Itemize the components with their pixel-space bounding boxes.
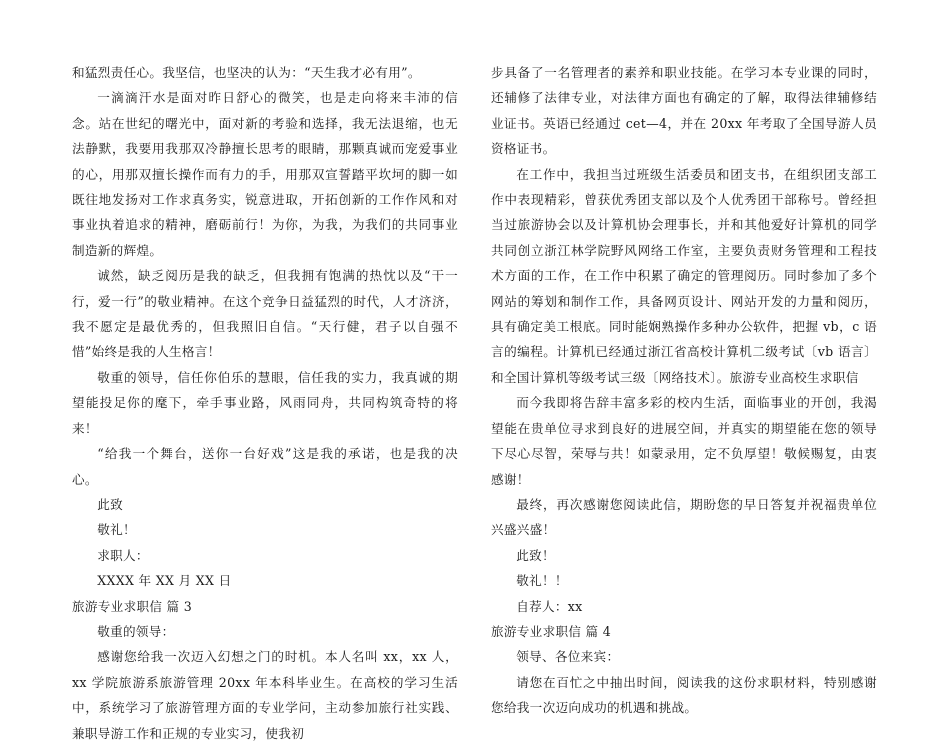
- signature-line: 自荐人：xx: [516, 598, 583, 614]
- paragraph: 最终，再次感谢您阅读此信，期盼您的早日答复并祝福贵单位兴盛兴盛！: [491, 496, 877, 538]
- section-heading: 旅游专业求职信 篇 3: [72, 598, 193, 614]
- salutation: 领导、各位来宾：: [516, 649, 620, 665]
- paragraph: 请您在百忙之中抽出时间，阅读我的这份求职材料，特别感谢您给我一次迈向成功的机遇和挑战。: [491, 674, 877, 716]
- closing-line: 敬礼！: [97, 522, 136, 538]
- paragraph: 在工作中，我担当过班级生活委员和团支书，在组织团支部工作中表现精彩，曾获优秀团支部以及个人优秀团干部称号。曾经担当过旅游协会以及计算机协会理事长，并和其他爱好计算机的同学共同创立浙江林学院野风网络工作室，主要负责财务管理和工程技术方面的工作，在工作中积累了确定的管理阅历。同时参加了多个网站的筹划和制作工作，具备网页设计、网站开发的力量和阅历，具有确定美工根底。同时能娴熟操作多种办公软件，把握 vb，c 语言的编程。计算机已经通过浙江省高校计算机二级考试〔vb 语言〕和全国计算机等级考试三级〔网络技术〕。旅游专业高校生求职信: [491, 166, 877, 385]
- paragraph: 一滴滴汗水是面对昨日舒心的微笑，也是走向将来丰沛的信念。站在世纪的曙光中，面对新的考验和选择，我无法退缩，也无法静默，我要用我那双冷静擅长思考的眼睛，那颗真诚而宠爱事业的心，用那双擅长操作而有力的手，用那双宣誓踏平坎坷的脚一如既往地发扬对工作求真务实，锐意进取，开拓创新的工作作风和对事业执着追求的精神，磨砺前行！为你，为我，为我们的共同事业制造新的辉煌。: [72, 90, 458, 258]
- right-text-column: [491, 60, 877, 721]
- paragraph: 敬重的领导，信任你伯乐的慧眼，信任我的实力，我真诚的期望能投足你的麾下，牵手事业路，风雨同舟，共同构筑奇特的将来！: [72, 369, 458, 436]
- paragraph: 和猛烈责任心。我坚信，也坚决的认为：“天生我才必有用”。: [72, 65, 421, 80]
- paragraph: “给我一个舞台，送你一台好戏”这是我的承诺，也是我的决心。: [72, 446, 458, 487]
- left-text-column: [72, 60, 458, 746]
- closing-line: 敬礼！！: [516, 573, 568, 589]
- paragraph: 感谢您给我一次迈入幻想之门的时机。本人名叫 xx，xx 人，xx 学院旅游系旅游管理 20xx 年本科毕业生。在高校的学习生活中，系统学习了旅游管理方面的专业学问，主动参加旅行社实践、兼职导游工作和正规的专业实习，使我初: [72, 649, 458, 741]
- date-line: XXXX 年 XX 月 XX 日: [97, 573, 232, 589]
- paragraph: 而今我即将告辞丰富多彩的校内生活，面临事业的开创，我渴望能在贵单位寻求到良好的进展空间，并真实的期望能在您的领导下尽心尽智，荣辱与共！如蒙录用，定不负厚望！敬候赐复，由衷感谢！: [491, 395, 877, 487]
- section-heading: 旅游专业求职信 篇 4: [491, 623, 612, 639]
- closing-line: 此致: [97, 496, 123, 512]
- paragraph: 诚然，缺乏阅历是我的缺乏，但我拥有饱满的热忱以及“干一行，爱一行”的敬业精神。在这个竞争日益猛烈的时代，人才济济，我不愿定是最优秀的，但我照旧自信。“天行健，君子以自强不惜”始终是我的人生格言！: [72, 268, 458, 360]
- paragraph: 步具备了一名管理者的素养和职业技能。在学习本专业课的同时，还辅修了法律专业，对法律方面也有确定的了解，取得法律辅修结业证书。英语已经通过 cet—4，并在 20xx 年考取了全国导游人员资格证书。: [491, 65, 877, 157]
- signature-label: 求职人：: [97, 547, 149, 563]
- salutation: 敬重的领导：: [97, 623, 175, 639]
- closing-line: 此致！: [516, 547, 555, 563]
